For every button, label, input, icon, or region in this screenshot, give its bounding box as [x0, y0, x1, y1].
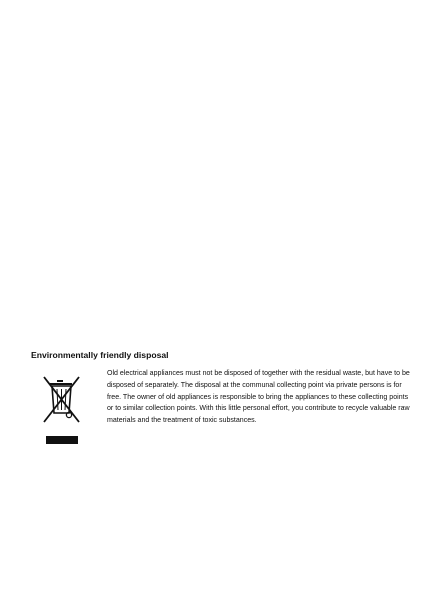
- crossed-out-wheelie-bin-icon: [42, 373, 82, 451]
- disposal-body-text: Old electrical appliances must not be disposed of together with the residual waste, but have to be disposed of separately. The disposal at the communal collecting point via private persons is for free. The owner of old appliances is responsible to bring the appliances to these collecting points or to similar collection points. With this little personal effort, you contribute to recycle valuable raw materials and the treatment of toxic substances.: [107, 370, 410, 425]
- section-heading: Environmentally friendly disposal: [31, 350, 169, 360]
- disposal-section: [31, 350, 411, 425]
